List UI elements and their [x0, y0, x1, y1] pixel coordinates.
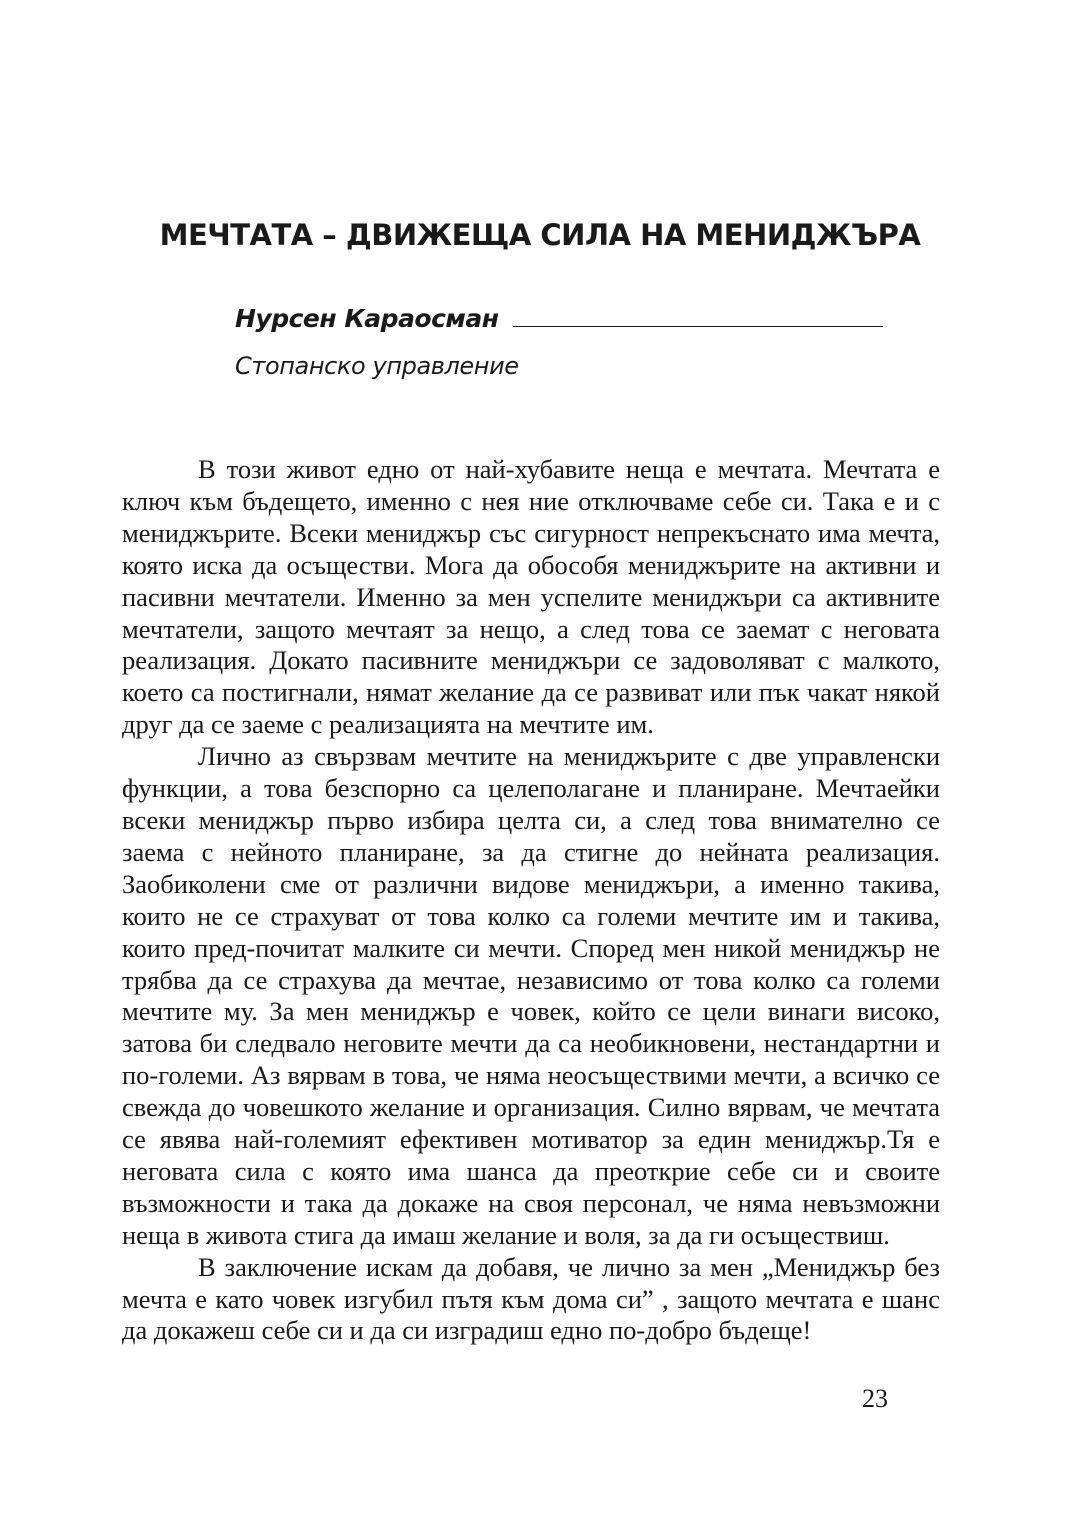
page-number: 23 — [862, 1384, 888, 1413]
author-name: Нурсен Караосман — [235, 304, 499, 333]
body-paragraph: Лично аз свързвам мечтите на мениджърите с две управленски функции, а това безспорно са целеполагане и планиране. Мечтаейки всеки мениджър първо избира целта си, а след това внимателно се заема с нейното планиране, за да стигне до нейната реализация. Заобиколени сме от различни видове мениджъри, а именно такива, които не се страхуват от това колко са големи мечтите им и такива, които пред-почитат малките си мечти. Според мен никой мениджър не трябва да се страхува да мечтае, независимо от това колко са големи мечтите му. За мен мениджър е човек, който се цели винаги високо, затова би следвало неговите мечти да са необикновени, нестандартни и по-големи. Аз вярвам в това, че няма неосъществими мечти, а всичко се свежда до човешкото желание и организация. Силно вярвам, че мечтата се явява най-големият ефективен мотиватор за един мениджър.Тя е неговата сила с която има шанса да преоткрие себе си и своите възможности и така да докаже на своя персонал, че няма невъзможни неща в живота стига да имаш желание и воля, за да ги осъществиш. — [122, 741, 940, 1250]
author-affiliation: Стопанско управление — [235, 352, 519, 380]
body-paragraph: В заключение искам да добавя, че лично за мен „Мениджър без мечта е като човек изгубил пътя към дома си” , защото мечтата е шанс да докажеш себе си и да си изградиш едно по-добро бъдеще! — [122, 1251, 940, 1346]
author-line — [235, 304, 883, 333]
author-underline — [513, 326, 883, 327]
article-title: МЕЧТАТА – ДВИЖЕЩА СИЛА НА МЕНИДЖЪРА — [159, 218, 921, 252]
article-body — [122, 454, 940, 1347]
body-paragraph: В този живот едно от най-хубавите неща е мечтата. Мечтата е ключ към бъдещето, именно с нея ние отключваме себе си. Така е и с мениджърите. Всеки мениджър със сигурност непрекъснато има мечта, която иска да осъществи. Мога да обособя мениджърите на активни и пасивни мечтатели. Именно за мен успелите мениджъри са активните мечтатели, защото мечтаят за нещо, а след това се заемат с неговата реализация. Докато пасивните мениджъри се задоволяват с малкото, което са постигнали, нямат желание да се развиват или пък чакат някой друг да се заеме с реализацията на мечтите им. — [122, 454, 940, 740]
